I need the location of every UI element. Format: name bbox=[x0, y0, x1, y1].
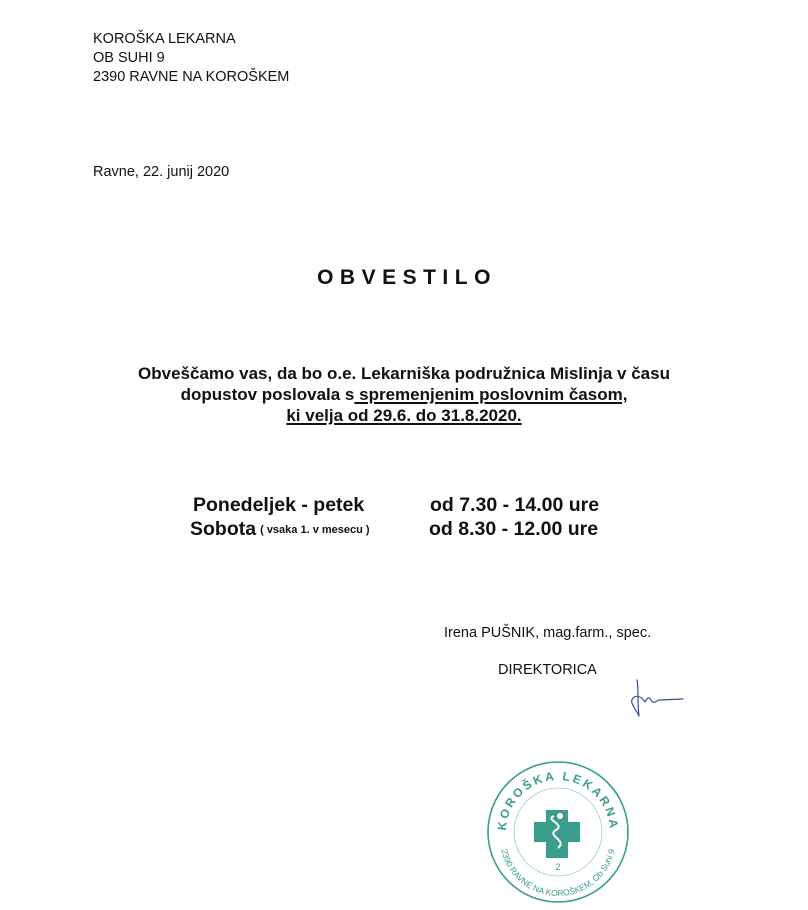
document-title: OBVESTILO bbox=[317, 266, 497, 289]
hours-weekday-time: od 7.30 - 14.00 ure bbox=[430, 494, 600, 516]
notice-paragraph bbox=[0, 363, 808, 426]
stamp-top-text: KOROŠKA LEKARNA bbox=[494, 768, 622, 832]
sender-address bbox=[93, 30, 289, 87]
hours-weekday-day: Ponedeljek - petek bbox=[193, 494, 365, 516]
hours-saturday-note: ( vsaka 1. v mesecu ) bbox=[260, 524, 370, 536]
notice-line-3-underlined: ki velja od 29.6. do 31.8.2020. bbox=[286, 406, 522, 425]
handwritten-signature bbox=[625, 672, 695, 722]
signer-role: DIREKTORICA bbox=[498, 662, 597, 678]
stamp-bottom-text: 2390 RAVNE NA KOROŠKEM, Ob Suhi 9 bbox=[499, 847, 617, 899]
notice-line-2 bbox=[0, 384, 808, 405]
hours-saturday-time: od 8.30 - 12.00 ure bbox=[429, 518, 599, 540]
sender-city: 2390 RAVNE NA KOROŠKEM bbox=[93, 69, 290, 85]
hours-saturday-day: Sobota bbox=[190, 518, 257, 540]
hours-weekday-label bbox=[193, 494, 364, 517]
sender-name: KOROŠKA LEKARNA bbox=[93, 31, 236, 47]
sender-street: OB SUHI 9 bbox=[93, 50, 165, 66]
notice-line-1: Obveščamo vas, da bo o.e. Lekarniška podružnica Mislinja v času bbox=[138, 364, 670, 383]
notice-line-2-underlined: spremenjenim poslovnim časom, bbox=[354, 385, 628, 404]
pharmacy-stamp bbox=[484, 758, 632, 906]
signature-stroke bbox=[632, 680, 683, 716]
pharmacy-cross-icon bbox=[534, 810, 580, 858]
document-date: Ravne, 22. junij 2020 bbox=[93, 164, 230, 180]
notice-line-3 bbox=[0, 405, 808, 426]
signer-name: Irena PUŠNIK, mag.farm., spec. bbox=[444, 625, 652, 641]
stamp-number: 2 bbox=[555, 862, 561, 872]
notice-line-2-plain: dopustov poslovala s bbox=[180, 385, 355, 404]
hours-saturday-label bbox=[190, 518, 370, 541]
